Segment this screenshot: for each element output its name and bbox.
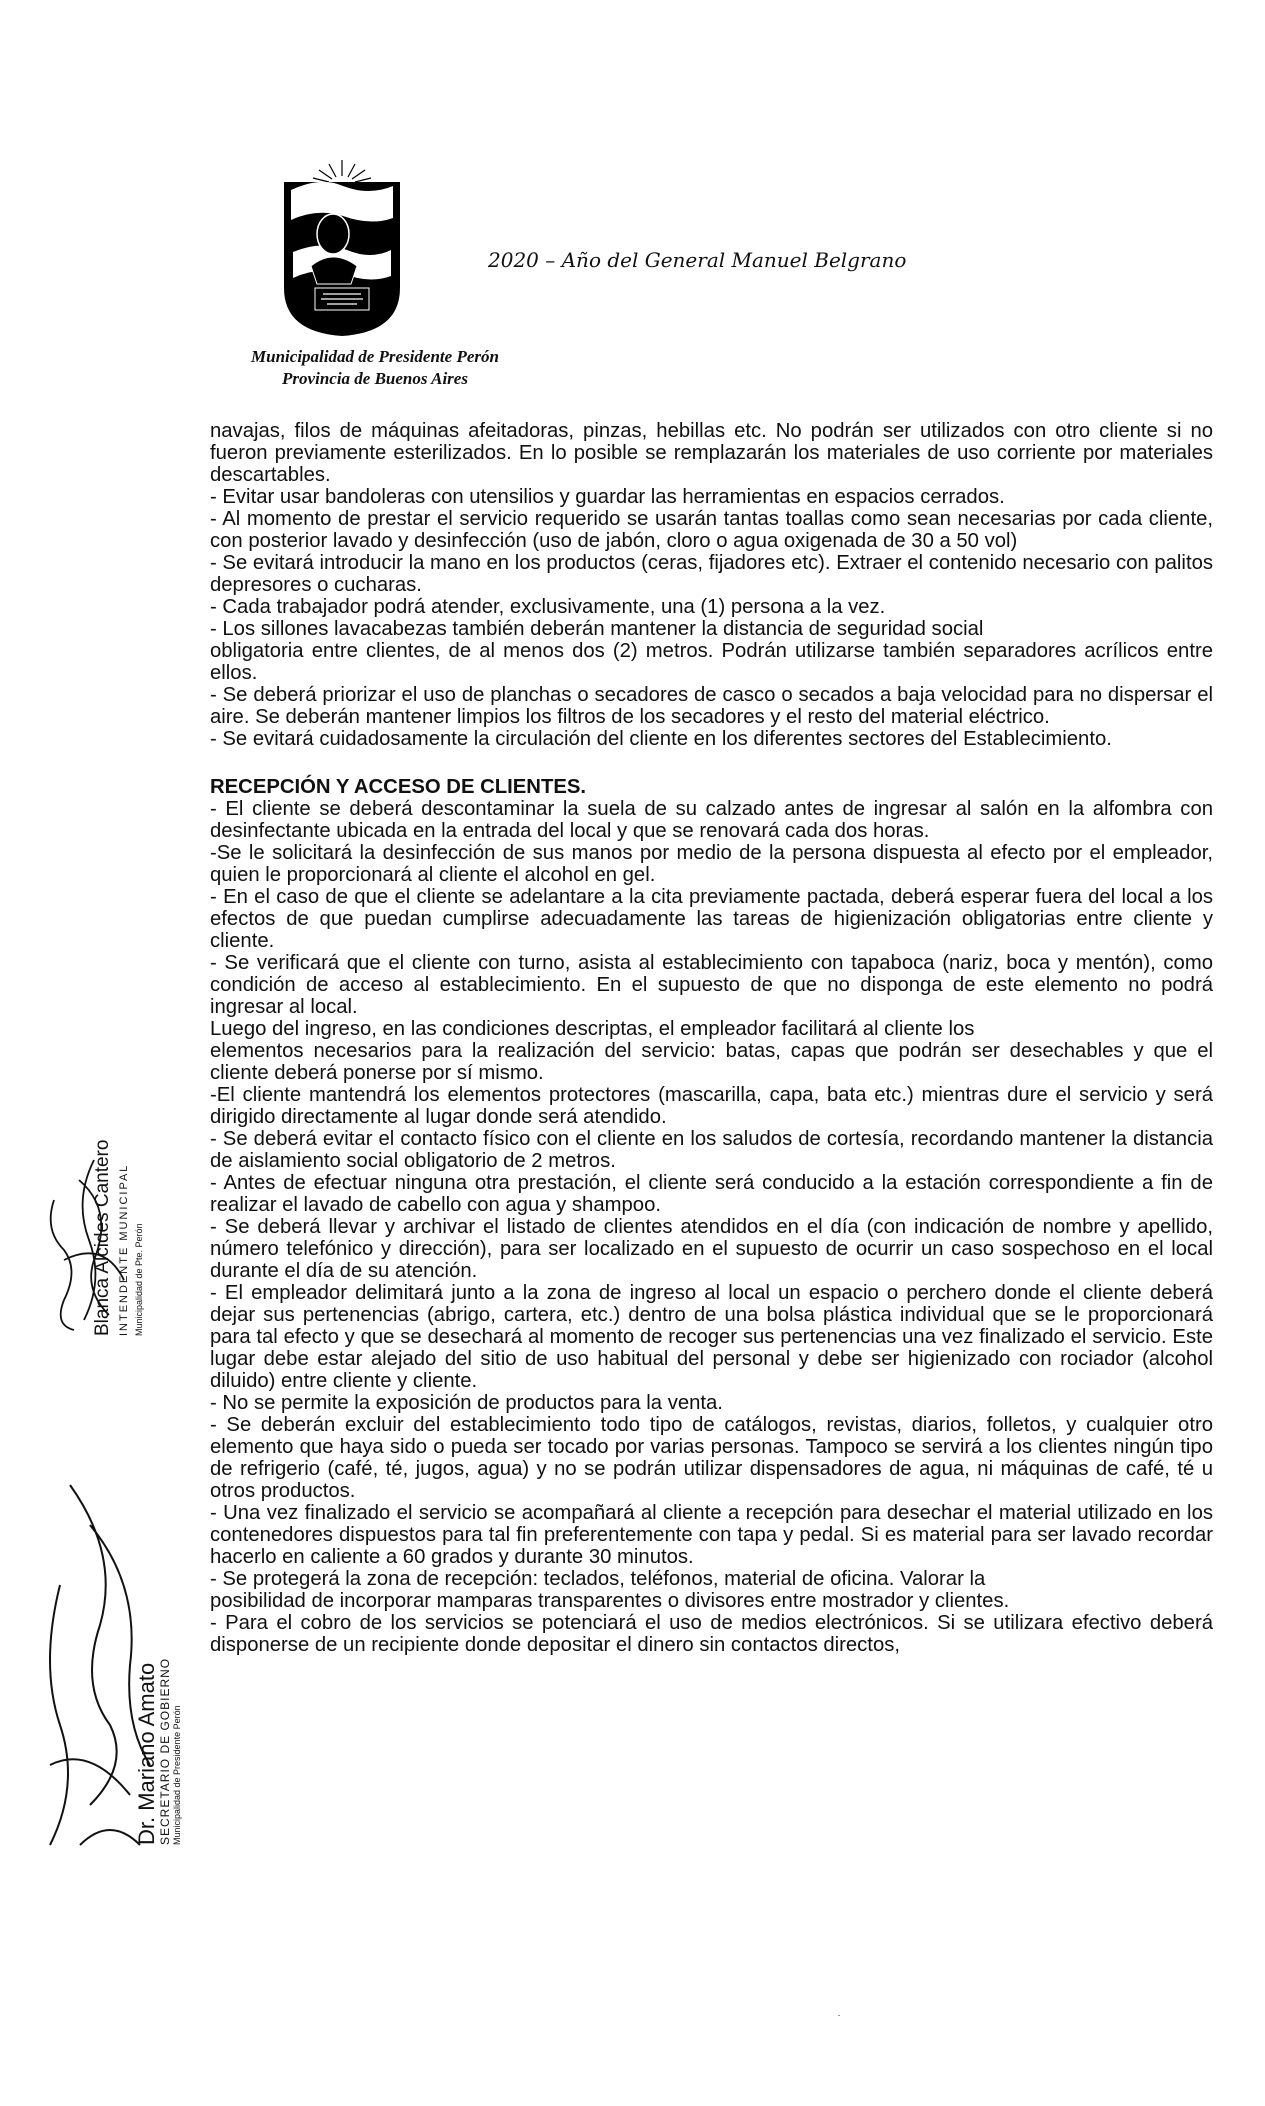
paragraph: - Una vez finalizado el servicio se acompañará al cliente a recepción para desechar el material utilizado en los contenedores dispuestos para tal fin preferentemente con tapa y pedal. Si es material para ser lavado recordar hacerlo en caliente a 60 grados y durante 30 minutos.: [210, 1502, 1213, 1568]
paragraph: - En el caso de que el cliente se adelantare a la cita previamente pactada, deberá esperar fuera del local a los efectos de que puedan cumplirse adecuadamente las tareas de higienización obligatorias entre cliente y cliente.: [210, 886, 1213, 952]
paragraph: elementos necesarios para la realización del servicio: batas, capas que podrán ser desechables y que el cliente deberá ponerse por sí mismo.: [210, 1040, 1213, 1084]
paragraph: - Se protegerá la zona de recepción: teclados, teléfonos, material de oficina. Valorar la: [210, 1568, 986, 1590]
signer-organization: Municipalidad de Pte. Perón: [134, 1223, 144, 1336]
signature-stamp-secretario: [30, 1465, 180, 1855]
letterhead-municipality: [210, 346, 540, 390]
municipal-crest-logo: [281, 156, 403, 338]
paragraph: - Cada trabajador podrá atender, exclusivamente, una (1) persona a la vez.: [210, 596, 886, 618]
paragraph: - Evitar usar bandoleras con utensilios y guardar las herramientas en espacios cerrados.: [210, 486, 1005, 508]
municipality-name: Municipalidad de Presidente Perón: [251, 347, 499, 366]
paragraph: -Se le solicitará la desinfección de sus manos por medio de la persona dispuesta al efecto por el empleador, quien le proporcionará al cliente el alcohol en gel.: [210, 842, 1213, 886]
document-body: [210, 420, 1213, 1656]
signer-name: Dr. Mariano Amato: [134, 1662, 159, 1845]
signer-title: SECRETARIO DE GOBIERNO: [158, 1657, 172, 1845]
paragraph: - Se deberán excluir del establecimiento todo tipo de catálogos, revistas, diarios, folletos, y cualquier otro elemento que haya sido o pueda ser tocado por varias personas. Tampoco se servirá a los clientes ningún tipo de refrigerio (café, té, jugos, agua) y no se podrán utilizar dispensadores de agua, ni máquinas de café, té u otros productos.: [210, 1414, 1213, 1502]
signer-title: INTENDENTE MUNICIPAL: [118, 1163, 130, 1336]
paragraph: - Se evitará introducir la mano en los productos (ceras, fijadores etc). Extraer el contenido necesario con palitos depresores o cucharas.: [210, 552, 1213, 596]
year-motto: 2020 – Año del General Manuel Belgrano: [488, 248, 907, 272]
paragraph: - Se deberá evitar el contacto físico con el cliente en los saludos de cortesía, recordando mantener la distancia de aislamiento social obligatorio de 2 metros.: [210, 1128, 1213, 1172]
paragraph: - Se verificará que el cliente con turno, asista al establecimiento con tapaboca (nariz, boca y mentón), como condición de acceso al establecimiento. En el supuesto de que no disponga de este elemento no podrá ingresar al local.: [210, 952, 1213, 1018]
paragraph: - Se deberá priorizar el uso de planchas o secadores de casco o secados a baja velocidad para no dispersar el aire. Se deberán mantener limpios los filtros de los secadores y el resto del material eléctrico.: [210, 684, 1213, 728]
paragraph: -El cliente mantendrá los elementos protectores (mascarilla, capa, bata etc.) mientras dure el servicio y será dirigido directamente al lugar donde será atendido.: [210, 1084, 1213, 1128]
province-name: Provincia de Buenos Aires: [282, 369, 468, 388]
paragraph: Luego del ingreso, en las condiciones descriptas, el empleador facilitará al cliente los: [210, 1018, 975, 1040]
signer-organization: Municipalidad de Presidente Perón: [172, 1705, 182, 1845]
paragraph: - El cliente se deberá descontaminar la suela de su calzado antes de ingresar al salón en la alfombra con desinfectante ubicada en la entrada del local y que se renovará cada dos horas.: [210, 798, 1213, 842]
paragraph: obligatoria entre clientes, de al menos dos (2) metros. Podrán utilizarse también separadores acrílicos entre ellos.: [210, 640, 1213, 684]
signature-stamp-intendente: [34, 1140, 184, 1340]
signer-name: Blanca Alcides Cantero: [92, 1139, 113, 1336]
paragraph: - El empleador delimitará junto a la zona de ingreso al local un espacio o perchero donde el cliente deberá dejar sus pertenencias (abrigo, cartera, etc.) dentro de una bolsa plástica individual que se le proporcionará para tal efecto y que se desechará al momento de recoger sus pertenencias una vez finalizado el servicio. Este lugar debe estar alejado del sitio de uso habitual del personal y debe ser higienizado con rociador (alcohol diluido) entre cliente y cliente.: [210, 1282, 1213, 1392]
section-heading: RECEPCIÓN Y ACCESO DE CLIENTES.: [210, 776, 587, 798]
paragraph: navajas, filos de máquinas afeitadoras, pinzas, hebillas etc. No podrán ser utilizados con otro cliente si no fueron previamente esterilizados. En lo posible se remplazarán los materiales de uso corriente por materiales descartables.: [210, 420, 1213, 486]
paragraph: - Se evitará cuidadosamente la circulación del cliente en los diferentes sectores del Establecimiento.: [210, 728, 1112, 750]
paragraph: - Para el cobro de los servicios se potenciará el uso de medios electrónicos. Si se utilizara efectivo deberá disponerse de un recipiente donde depositar el dinero sin contactos directos,: [210, 1612, 1213, 1656]
paragraph: - Antes de efectuar ninguna otra prestación, el cliente será conducido a la estación correspondiente a fin de realizar el lavado de cabello con agua y shampoo.: [210, 1172, 1213, 1216]
paragraph: - Los sillones lavacabezas también deberán mantener la distancia de seguridad social: [210, 618, 984, 640]
paragraph: - Se deberá llevar y archivar el listado de clientes atendidos en el día (con indicación de nombre y apellido, número telefónico y dirección), para ser localizado en el supuesto de ocurrir un caso sospechoso en el local durante el día de su atención.: [210, 1216, 1213, 1282]
paragraph: - No se permite la exposición de productos para la venta.: [210, 1392, 723, 1414]
paragraph: - Al momento de prestar el servicio requerido se usarán tantas toallas como sean necesarias por cada cliente, con posterior lavado y desinfección (uso de jabón, cloro o agua oxigenada de 30 a 50 vol): [210, 508, 1213, 552]
scan-speck: [838, 2015, 840, 2016]
paragraph: posibilidad de incorporar mamparas transparentes o divisores entre mostrador y clientes.: [210, 1590, 1010, 1612]
